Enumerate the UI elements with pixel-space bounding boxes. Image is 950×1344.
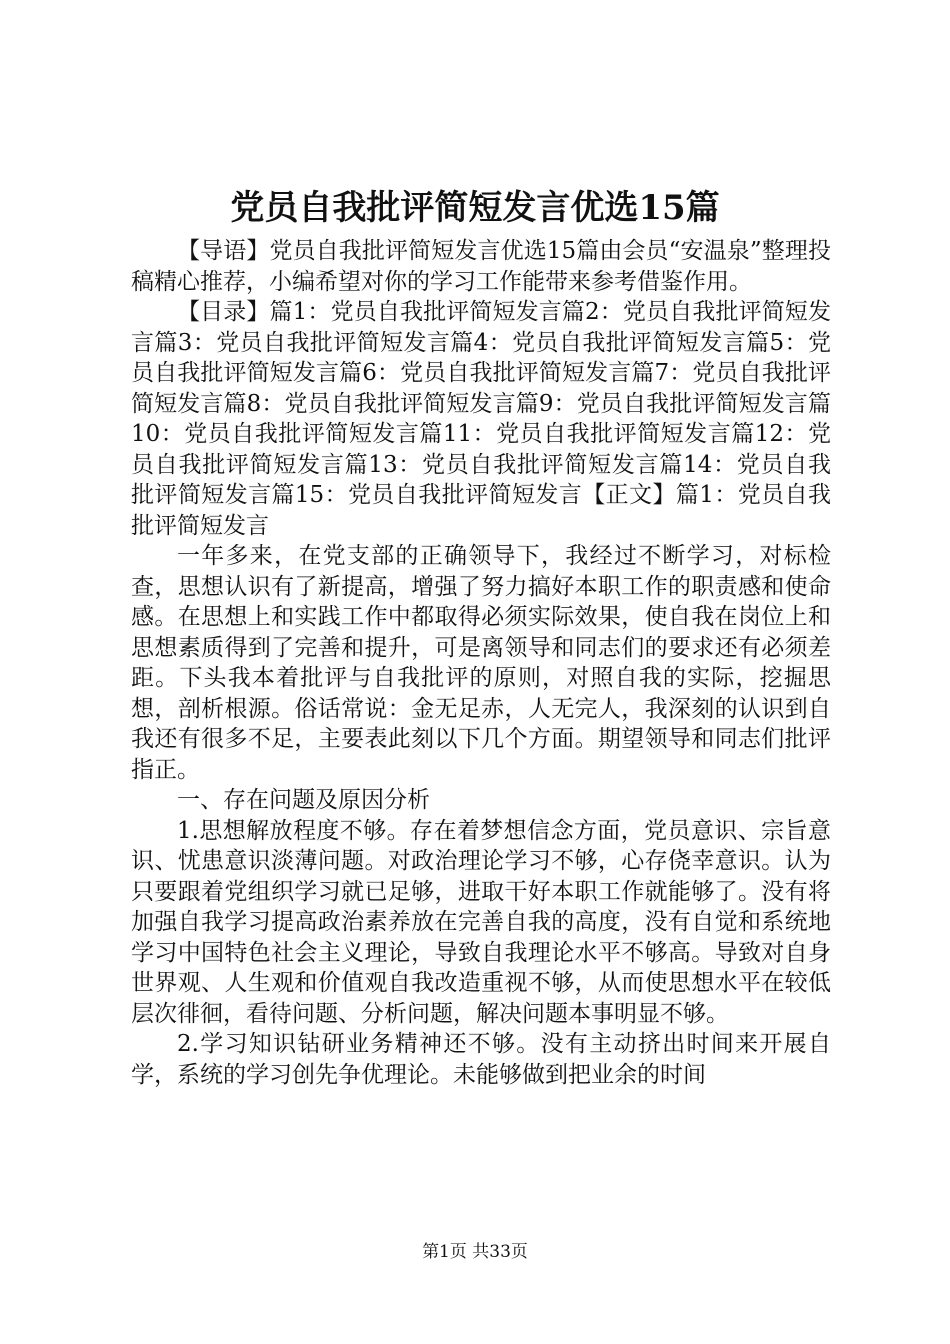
section-heading: 一、存在问题及原因分析 <box>177 787 430 813</box>
body-paragraph: 1.思想解放程度不够。存在着梦想信念方面，党员意识、宗旨意识、忧患意识淡薄问题。对政治理论学习不够，心存侥幸意识。认为只要跟着党组织学习就已足够，进取干好本职工作就能够了。没有将加强自我学习提高政治素养放在完善自我的高度，没有自觉和系统地学习中国特色社会主义理论，导致自我理论水平不够高。导致对自身世界观、人生观和价值观自我改造重视不够，从而使思想水平在较低层次徘徊，看待问题、分析问题，解决问题本事明显不够。 <box>131 817 831 1027</box>
document-title: 党员自我批评简短发言优选15篇 <box>230 188 720 228</box>
document-body <box>131 236 831 1090</box>
body-paragraph: 一年多来，在党支部的正确领导下，我经过不断学习，对标检查，思想认识有了新提高，增强了努力搞好本职工作的职责感和使命感。在思想上和实践工作中都取得必须实际效果，使自我在岗位上和思想素质得到了完善和提升，可是离领导和同志们的要求还有必须差距。下头我本着批评与自我批评的原则，对照自我的实际，挖掘思想，剖析根源。俗话常说：金无足赤，人无完人，我深刻的认识到自我还有很多不足，主要表此刻以下几个方面。期望领导和同志们批评指正。 <box>131 543 831 783</box>
table-of-contents-paragraph: 【目录】篇1：党员自我批评简短发言篇2：党员自我批评简短发言篇3：党员自我批评简短发言篇4：党员自我批评简短发言篇5：党员自我批评简短发言篇6：党员自我批评简短发言篇7：党员自我批评简短发言篇8：党员自我批评简短发言篇9：党员自我批评简短发言篇10：党员自我批评简短发言篇11：党员自我批评简短发言篇12：党员自我批评简短发言篇13：党员自我批评简短发言篇14：党员自我批评简短发言篇15：党员自我批评简短发言【正文】篇1：党员自我批评简短发言 <box>131 299 831 539</box>
body-paragraph: 2.学习知识钻研业务精神还不够。没有主动挤出时间来开展自学，系统的学习创先争优理论。未能够做到把业余的时间 <box>131 1031 831 1088</box>
intro-paragraph: 【导语】党员自我批评简短发言优选15篇由会员“安温泉”整理投稿精心推荐，小编希望对你的学习工作能带来参考借鉴作用。 <box>131 238 831 295</box>
page-footer: 第1页 共33页 <box>422 1242 528 1262</box>
